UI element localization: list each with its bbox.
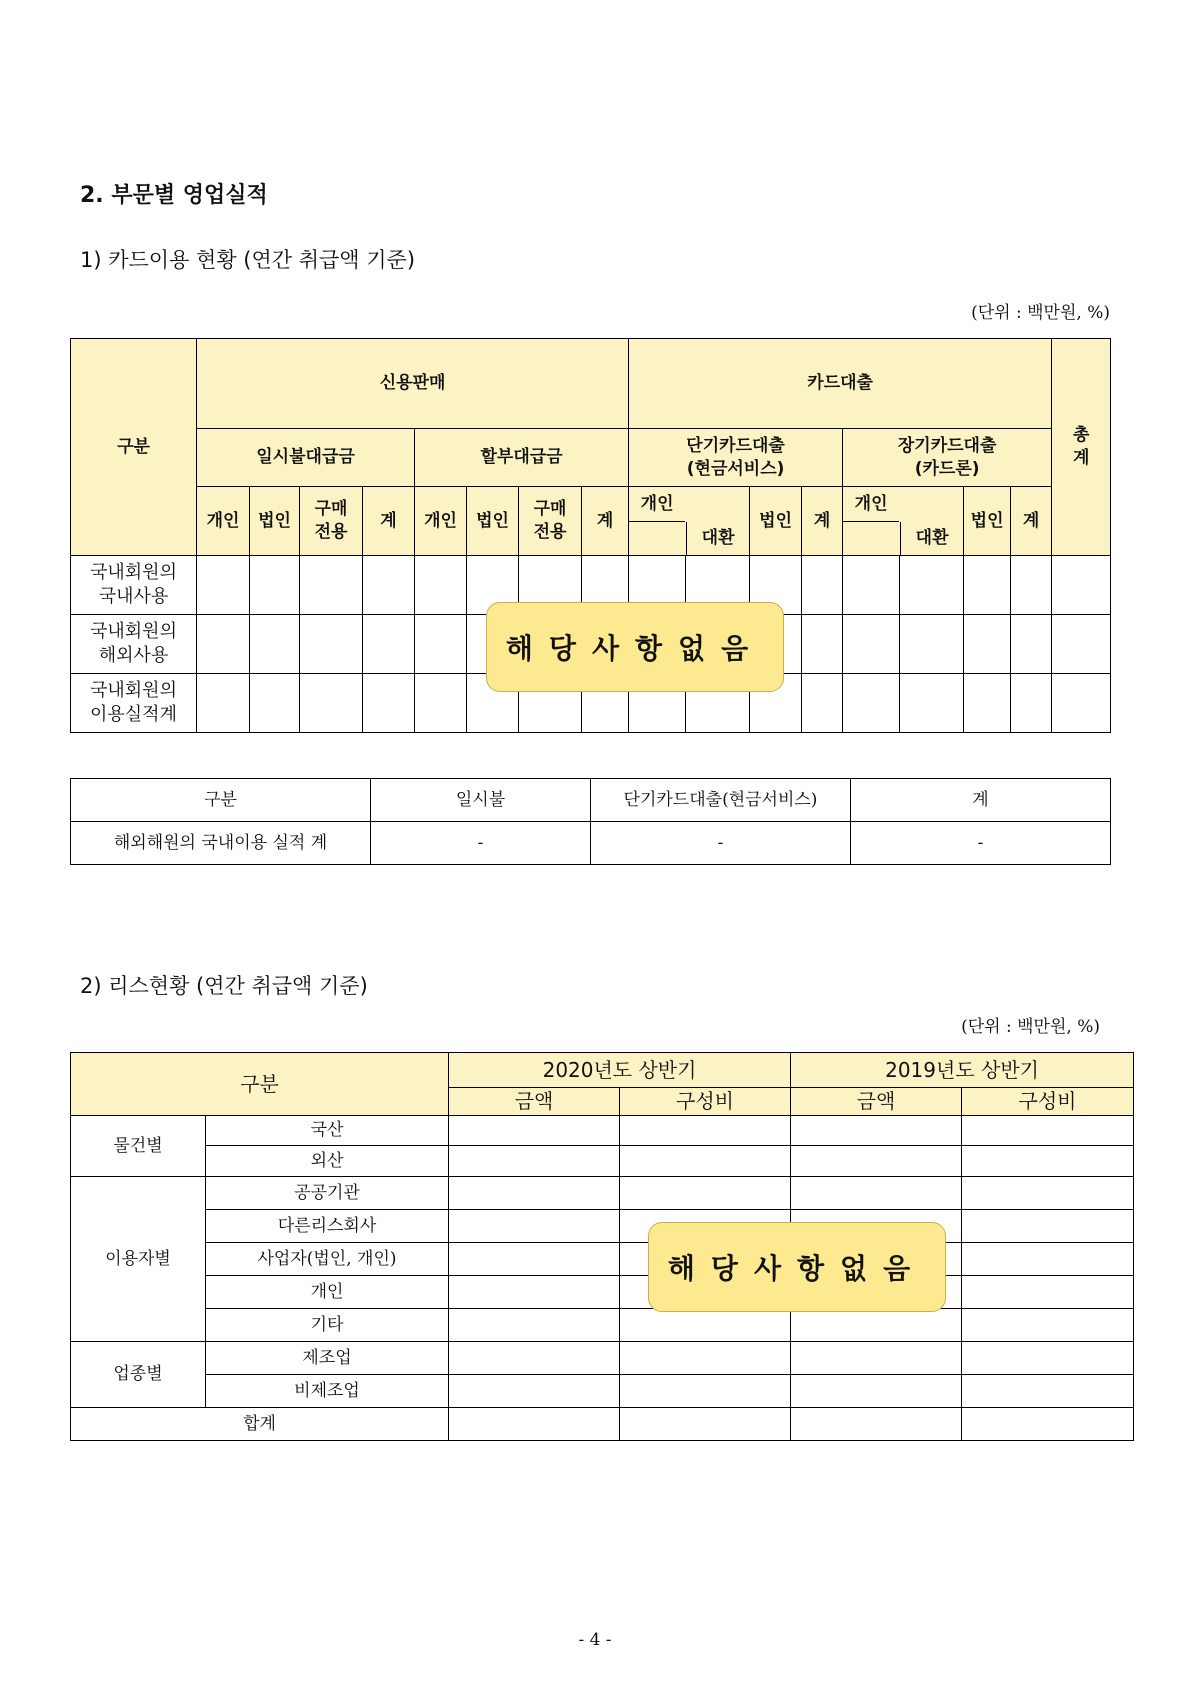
header-individual: 개인 [629,487,685,522]
header-corporate: 법인 [250,487,300,556]
table-row [71,822,1111,865]
row-label: 국내회원의 국내사용 [71,556,197,615]
header-period-2019: 2019년도 상반기 [791,1053,1134,1088]
row-total: 합계 [71,1408,449,1441]
header-total [1052,339,1111,556]
header-individual: 개인 [197,487,250,556]
row-label: 비제조업 [206,1375,449,1408]
section-title: 2. 부문별 영업실적 [80,183,268,208]
lease-subtitle: 2) 리스현황 (연간 취급액 기준) [80,974,368,998]
header-total-label: 총 계 [1072,425,1090,468]
header-sum: 계 [802,487,843,556]
header-corporate: 법인 [750,487,802,556]
header-individual: 개인 [843,487,899,522]
row-label: 사업자(법인, 개인) [206,1243,449,1276]
header-sum: 계 [1011,487,1052,556]
header-refinance: 대환 [900,522,963,555]
table-row [71,1243,1134,1276]
header-gubun: 구분 [71,1053,449,1116]
page-number: - 4 - [578,1630,612,1650]
header-corporate: 법인 [467,487,519,556]
header-individual: 개인 [415,487,467,556]
table-row [71,1210,1134,1243]
table-row [71,1146,1134,1177]
header-lumpsum: 일시불대급금 [197,429,415,487]
header-amount: 금액 [791,1088,962,1116]
not-applicable-stamp: 해당사항없음 [486,602,784,692]
row-label: 해외해원의 국내이용 실적 계 [71,822,371,865]
cell-value: - [851,822,1111,865]
row-label: 외산 [206,1146,449,1177]
table-row [71,1408,1134,1441]
row-label: 국내회원의 해외사용 [71,615,197,674]
header-lumpsum: 일시불 [371,779,591,822]
cell-value: - [371,822,591,865]
not-applicable-stamp: 해당사항없음 [648,1222,946,1312]
header-credit-sales: 신용판매 [197,339,629,429]
header-sum: 계 [851,779,1111,822]
header-refinance: 대환 [686,522,749,555]
table-row [71,1375,1134,1408]
header-purchase-only: 구매 전용 [300,487,363,556]
header-installment: 할부대급금 [415,429,629,487]
table-row [71,1177,1134,1210]
header-short-individual [629,487,750,556]
header-sum: 계 [582,487,629,556]
header-long-loan: 장기카드대출 (카드론) [843,429,1052,487]
header-corporate: 법인 [964,487,1011,556]
table-row [71,1116,1134,1146]
header-short-loan: 단기카드대출 (현금서비스) [629,429,843,487]
group-goods: 물건별 [71,1116,206,1177]
header-ratio: 구성비 [620,1088,791,1116]
row-label: 국내회원의 이용실적계 [71,674,197,733]
unit-label: (단위 : 백만원, %) [961,1017,1100,1037]
row-label: 제조업 [206,1342,449,1375]
row-label: 다른리스회사 [206,1210,449,1243]
table-row [71,1276,1134,1309]
header-ratio: 구성비 [962,1088,1134,1116]
row-label: 공공기관 [206,1177,449,1210]
unit-label: (단위 : 백만원, %) [971,303,1110,323]
lease-table [70,1052,1134,1441]
header-short-loan: 단기카드대출(현금서비스) [591,779,851,822]
header-amount: 금액 [449,1088,620,1116]
row-label: 개인 [206,1276,449,1309]
header-period-2020: 2020년도 상반기 [449,1053,791,1088]
header-gubun: 구분 [71,779,371,822]
table-row [71,1342,1134,1375]
header-gubun: 구분 [71,339,197,556]
header-purchase-only: 구매 전용 [519,487,582,556]
group-user: 이용자별 [71,1177,206,1342]
header-long-individual [843,487,964,556]
table-row [71,1309,1134,1342]
group-industry: 업종별 [71,1342,206,1408]
card-usage-subtitle: 1) 카드이용 현황 (연간 취급액 기준) [80,248,416,272]
row-label: 기타 [206,1309,449,1342]
row-label: 국산 [206,1116,449,1146]
foreign-usage-table [70,778,1111,865]
header-card-loan: 카드대출 [629,339,1052,429]
header-sum: 계 [363,487,415,556]
cell-value: - [591,822,851,865]
